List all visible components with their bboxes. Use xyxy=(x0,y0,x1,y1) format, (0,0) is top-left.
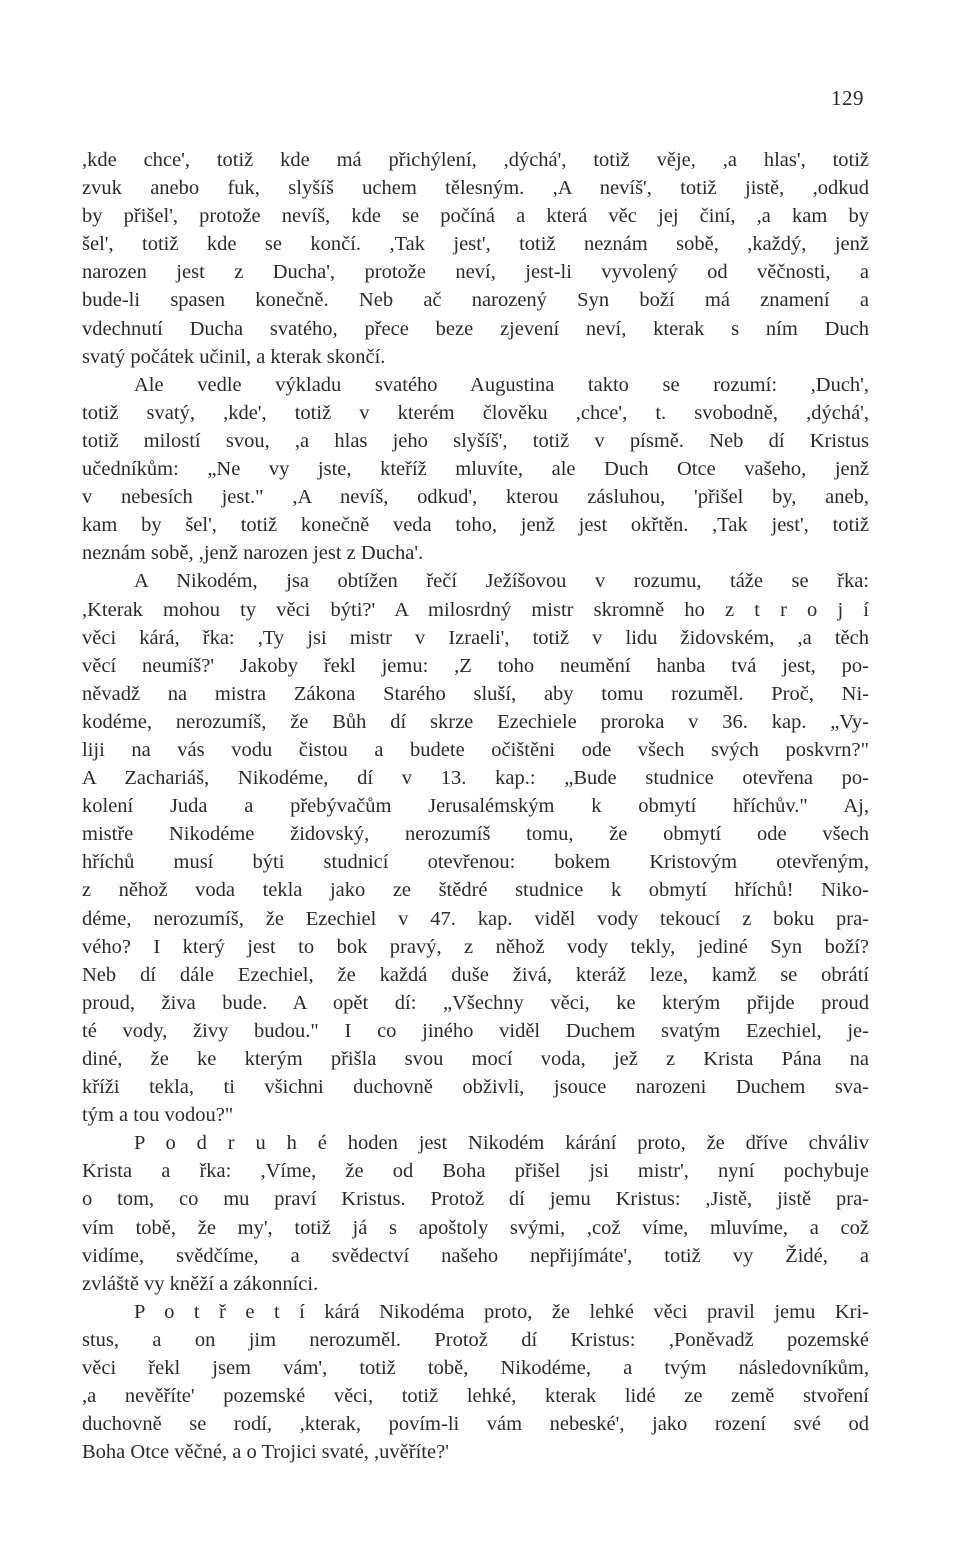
text-line: v nebesích jest." ,A nevíš, odkud', kterou zásluhou, 'přišel by, aneb, xyxy=(82,486,869,509)
text-line: proud, živa bude. A opět dí: „Všechny věci, ke kterým přijde proud xyxy=(82,991,869,1014)
text-line: vého? I který jest to bok pravý, z něhož vody tekly, jediné Syn boží? xyxy=(82,935,869,958)
text-line: mistře Nikodéme židovský, nerozumíš tomu, že obmytí ode všech xyxy=(82,823,869,846)
text-line: z něhož voda tekla jako ze štědré studnice k obmytí hříchů! Niko- xyxy=(82,879,869,902)
text-line: Ale vedle výkladu svatého Augustina takto se rozumí: ,Duch', xyxy=(134,373,869,396)
text-line: Neb dí dále Ezechiel, že každá duše živá, kteráž leze, kamž se obrátí xyxy=(82,963,869,986)
text-line: té vody, živy budou." I co jiného viděl Duchem svatým Ezechiel, je- xyxy=(82,1019,869,1042)
body-text xyxy=(82,146,869,1466)
text-line: totiž milostí svou, ,a hlas jeho slyšíš', totiž v písmě. Neb dí Kristus xyxy=(82,429,869,452)
text-line: tým a tou vodou?" xyxy=(82,1104,234,1127)
text-line: ,kde chce', totiž kde má přichýlení, ,dýchá', totiž věje, ,a hlas', totiž xyxy=(82,149,869,171)
text-line: by přišel', protože nevíš, kde se počíná a která věc jej činí, ,a kam by xyxy=(82,205,869,228)
text-line: Krista a řka: ,Víme, že od Boha přišel jsi mistr', nyní pochybuje xyxy=(82,1160,869,1183)
text-line: duchovně se rodí, ,kterak, povím-li vám nebeské', jako rození své od xyxy=(82,1413,869,1436)
text-line: ,Kterak mohou ty věci býti?' A milosrdný mistr skromně ho z t r o j í xyxy=(82,598,869,621)
text-line: neznám sobě, ,jenž narozen jest z Ducha'. xyxy=(82,542,424,565)
text-line: P o d r u h é hoden jest Nikodém kárání proto, že dříve chváliv xyxy=(134,1132,869,1155)
text-line: kolení Juda a přebývačům Jerusalémským k obmytí hříchův." Aj, xyxy=(82,795,869,818)
text-line: A Zachariáš, Nikodéme, dí v 13. kap.: „Bude studnice otevřena po- xyxy=(82,767,869,790)
text-line: zvláště vy kněží a zákonníci. xyxy=(82,1272,319,1295)
text-line: svatý počátek učinil, a kterak skončí. xyxy=(82,345,386,368)
text-line: učedníkům: „Ne vy jste, kteříž mluvíte, ale Duch Otce vašeho, jenž xyxy=(82,458,869,481)
text-line: o tom, co mu praví Kristus. Protož dí jemu Kristus: ,Jistě, jistě pra- xyxy=(82,1188,869,1211)
text-line: diné, že ke kterým přišla svou mocí voda, jež z Krista Pána na xyxy=(82,1048,869,1070)
text-line: A Nikodém, jsa obtížen řečí Ježíšovou v rozumu, táže se řka: xyxy=(134,570,869,593)
text-line: hříchů musí býti studnicí otevřenou: bokem Kristovým otevřeným, xyxy=(82,851,869,874)
text-line: totiž svatý, ,kde', totiž v kterém člověku ,chce', t. svobodně, ,dýchá', xyxy=(82,401,869,424)
text-line: zvuk anebo fuk, slyšíš uchem tělesným. ,A nevíš', totiž jistě, ,odkud xyxy=(82,177,869,200)
text-line: Boha Otce věčné, a o Trojici svaté, ,uvěříte?' xyxy=(82,1441,449,1464)
text-line: šel', totiž kde se končí. ,Tak jest', totiž neznám sobě, ,každý, jenž xyxy=(82,233,869,256)
text-line: něvadž na mistra Zákona Starého sluší, aby tomu rozuměl. Proč, Ni- xyxy=(82,682,869,705)
text-line: vím tobě, že my', totiž já s apoštoly svými, ,což víme, mluvíme, a což xyxy=(82,1216,869,1239)
text-line: déme, nerozumíš, že Ezechiel v 47. kap. viděl vody tekoucí z boku pra- xyxy=(82,907,869,930)
text-line: věcí neumíš?' Jakoby řekl jemu: ,Z toho neumění hanba tvá jest, po- xyxy=(82,654,869,677)
text-line: kodéme, nerozumíš, že Bůh dí skrze Ezechiele proroka v 36. kap. „Vy- xyxy=(82,710,869,733)
text-line: P o t ř e t í kárá Nikodéma proto, že lehké věci pravil jemu Kri- xyxy=(134,1300,869,1323)
text-line: liji na vás vodu čistou a budete očištěni ode všech svých poskvrn?" xyxy=(82,738,869,761)
text-line: kam by šel', totiž konečně veda toho, jenž jest okřtěn. ,Tak jest', totiž xyxy=(82,514,869,537)
text-line: vidíme, svědčíme, a svědectví našeho nepřijímáte', totiž vy Židé, a xyxy=(82,1244,869,1267)
text-line: ,a nevěříte' pozemské věci, totiž lehké, kterak lidé ze země stvoření xyxy=(82,1385,869,1408)
text-line: vdechnutí Ducha svatého, přece beze zjevení neví, kterak s ním Duch xyxy=(82,317,869,340)
text-line: bude-li spasen konečně. Neb ač narozený Syn boží má znamení a xyxy=(82,289,869,312)
text-line: kříži tekla, ti všichni duchovně obživli, jsouce narozeni Duchem sva- xyxy=(82,1076,869,1099)
text-line: narozen jest z Ducha', protože neví, jest-li vyvolený od věčnosti, a xyxy=(82,261,869,284)
text-line: věci řekl jsem vám', totiž tobě, Nikodéme, a tvým následovníkům, xyxy=(82,1357,869,1380)
page-number: 129 xyxy=(831,86,864,110)
text-line: věci kárá, řka: ,Ty jsi mistr v Izraeli', totiž v lidu židovském, ,a těch xyxy=(82,626,869,649)
text-line: stus, a on jim nerozuměl. Protož dí Kristus: ,Poněvadž pozemské xyxy=(82,1328,869,1351)
